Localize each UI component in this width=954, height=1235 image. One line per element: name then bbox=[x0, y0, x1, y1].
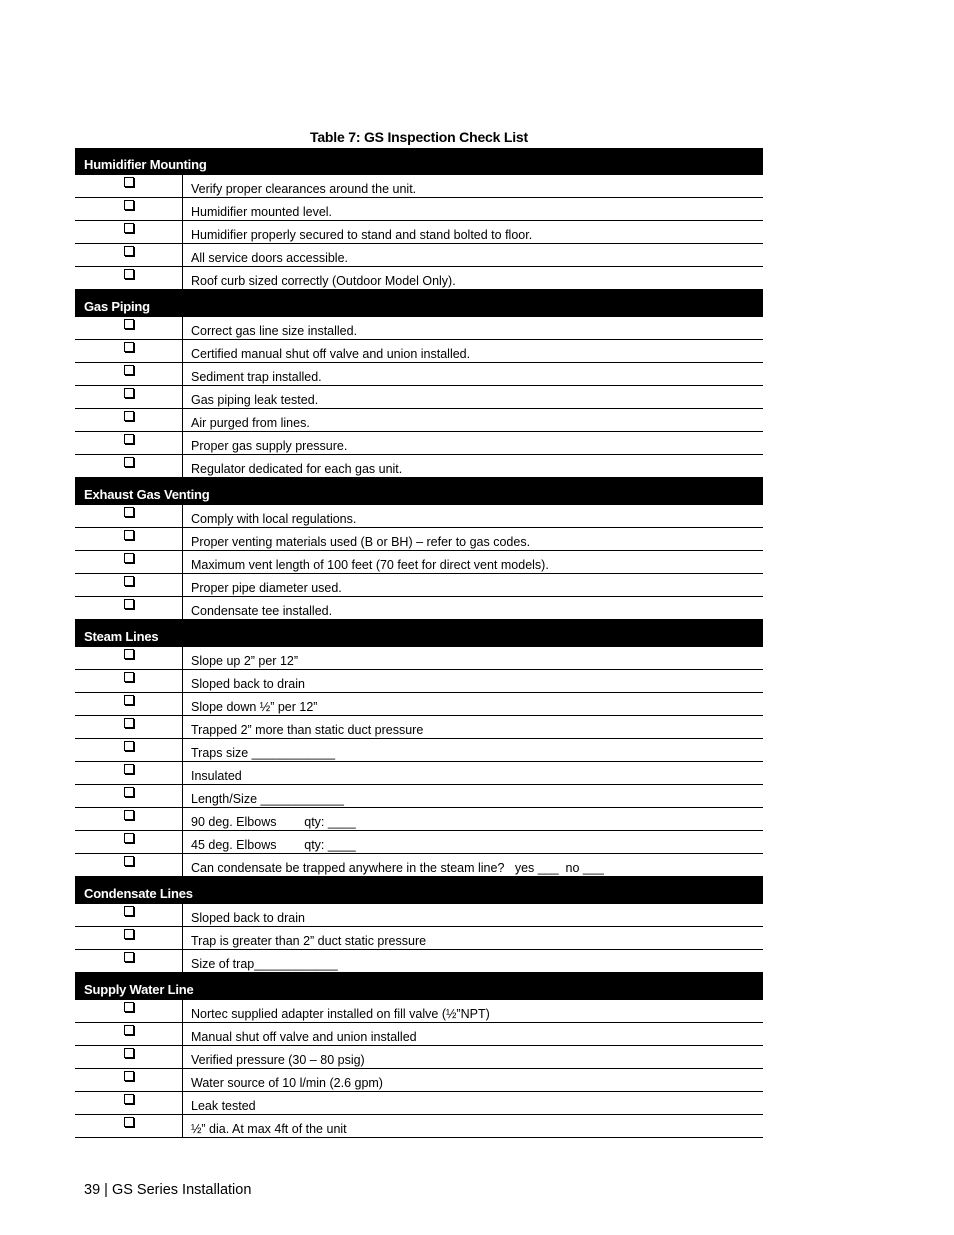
checklist-item-text: Insulated bbox=[191, 769, 242, 783]
checkbox[interactable] bbox=[124, 906, 134, 916]
checklist-item-text: Roof curb sized correctly (Outdoor Model Only). bbox=[191, 274, 456, 288]
checklist-row bbox=[75, 904, 763, 927]
checklist-item-text: Comply with local regulations. bbox=[191, 512, 357, 526]
checklist-item-text: Condensate tee installed. bbox=[191, 604, 333, 618]
section-header: Exhaust Gas Venting bbox=[75, 478, 763, 505]
checkbox[interactable] bbox=[124, 553, 134, 563]
checkbox-cell bbox=[75, 1092, 183, 1114]
checkbox-cell bbox=[75, 693, 183, 715]
checkbox[interactable] bbox=[124, 672, 134, 682]
checklist-item-text: Regulator dedicated for each gas unit. bbox=[191, 462, 403, 476]
checklist-row bbox=[75, 927, 763, 950]
checklist-row bbox=[75, 854, 763, 877]
checklist-row bbox=[75, 574, 763, 597]
checkbox-cell bbox=[75, 1000, 183, 1022]
checkbox[interactable] bbox=[124, 649, 134, 659]
checkbox-cell bbox=[75, 363, 183, 385]
checklist-row bbox=[75, 1023, 763, 1046]
checkbox-cell bbox=[75, 1023, 183, 1045]
checkbox-cell bbox=[75, 785, 183, 807]
checkbox[interactable] bbox=[124, 530, 134, 540]
checkbox[interactable] bbox=[124, 929, 134, 939]
checklist-row bbox=[75, 1046, 763, 1069]
section-header: Supply Water Line bbox=[75, 973, 763, 1000]
checklist-item-text: Slope down ½” per 12” bbox=[191, 700, 318, 714]
checkbox-cell bbox=[75, 950, 183, 972]
checkbox-cell bbox=[75, 739, 183, 761]
checkbox[interactable] bbox=[124, 810, 134, 820]
checklist-row bbox=[75, 647, 763, 670]
checklist-row bbox=[75, 739, 763, 762]
checklist-row bbox=[75, 693, 763, 716]
checkbox[interactable] bbox=[124, 695, 134, 705]
checkbox[interactable] bbox=[124, 342, 134, 352]
checklist-item-text: Sloped back to drain bbox=[191, 911, 305, 925]
checklist-row bbox=[75, 785, 763, 808]
checkbox-cell bbox=[75, 317, 183, 339]
checklist-row bbox=[75, 551, 763, 574]
section-header: Steam Lines bbox=[75, 620, 763, 647]
checkbox-cell bbox=[75, 455, 183, 477]
checkbox[interactable] bbox=[124, 177, 134, 187]
checklist-item-text: Certified manual shut off valve and union installed. bbox=[191, 347, 471, 361]
checklist-item-text: Manual shut off valve and union installed bbox=[191, 1030, 417, 1044]
checklist-item-text: Maximum vent length of 100 feet (70 feet for direct vent models). bbox=[191, 558, 549, 572]
checkbox-cell bbox=[75, 647, 183, 669]
checklist-item-text: Correct gas line size installed. bbox=[191, 324, 358, 338]
checkbox[interactable] bbox=[124, 223, 134, 233]
checkbox-cell bbox=[75, 267, 183, 289]
checkbox[interactable] bbox=[124, 599, 134, 609]
checklist-row bbox=[75, 950, 763, 973]
checkbox[interactable] bbox=[124, 1025, 134, 1035]
checklist-row bbox=[75, 409, 763, 432]
checkbox-cell bbox=[75, 505, 183, 527]
checkbox[interactable] bbox=[124, 952, 134, 962]
checkbox-cell bbox=[75, 597, 183, 619]
checklist-row bbox=[75, 221, 763, 244]
page-footer: 39 | GS Series Installation bbox=[84, 1182, 252, 1198]
checklist-row bbox=[75, 528, 763, 551]
checkbox-cell bbox=[75, 386, 183, 408]
checklist-item-text: 90 deg. Elbows qty: ____ bbox=[191, 815, 356, 829]
checklist-row bbox=[75, 1069, 763, 1092]
checkbox-cell bbox=[75, 716, 183, 738]
checklist-row bbox=[75, 432, 763, 455]
checkbox[interactable] bbox=[124, 741, 134, 751]
checkbox-cell bbox=[75, 762, 183, 784]
checkbox[interactable] bbox=[124, 457, 134, 467]
checkbox[interactable] bbox=[124, 1002, 134, 1012]
checkbox[interactable] bbox=[124, 1094, 134, 1104]
checklist-row bbox=[75, 244, 763, 267]
table-caption: Table 7: GS Inspection Check List bbox=[310, 129, 528, 145]
checkbox[interactable] bbox=[124, 1071, 134, 1081]
checkbox[interactable] bbox=[124, 1048, 134, 1058]
checkbox-cell bbox=[75, 528, 183, 550]
checkbox-cell bbox=[75, 1115, 183, 1137]
checkbox-cell bbox=[75, 340, 183, 362]
checklist-item-text: Proper venting materials used (B or BH) – refer to gas codes. bbox=[191, 535, 531, 549]
checkbox-cell bbox=[75, 175, 183, 197]
checklist-item-text: Air purged from lines. bbox=[191, 416, 310, 430]
section-header: Condensate Lines bbox=[75, 877, 763, 904]
checklist-item-text: Length/Size ____________ bbox=[191, 792, 344, 806]
checkbox-cell bbox=[75, 198, 183, 220]
checkbox[interactable] bbox=[124, 246, 134, 256]
checklist-row bbox=[75, 505, 763, 528]
checklist-row bbox=[75, 317, 763, 340]
checklist-item-text: Humidifier mounted level. bbox=[191, 205, 333, 219]
checkbox-cell bbox=[75, 221, 183, 243]
checkbox-cell bbox=[75, 904, 183, 926]
checklist-item-text: All service doors accessible. bbox=[191, 251, 349, 265]
checkbox-cell bbox=[75, 831, 183, 853]
checkbox[interactable] bbox=[124, 787, 134, 797]
checkbox[interactable] bbox=[124, 434, 134, 444]
checklist-item-text: Sloped back to drain bbox=[191, 677, 305, 691]
checklist-item-text: Trapped 2” more than static duct pressure bbox=[191, 723, 424, 737]
checklist-row bbox=[75, 716, 763, 739]
checklist-item-text: Size of trap____________ bbox=[191, 957, 338, 971]
checklist-item-text: Proper gas supply pressure. bbox=[191, 439, 348, 453]
checkbox-cell bbox=[75, 1046, 183, 1068]
checklist-row bbox=[75, 175, 763, 198]
checklist-item-text: Verified pressure (30 – 80 psig) bbox=[191, 1053, 365, 1067]
checklist-item-text: ½” dia. At max 4ft of the unit bbox=[191, 1122, 347, 1136]
checklist-item-text: Water source of 10 l/min (2.6 gpm) bbox=[191, 1076, 383, 1090]
checklist-row bbox=[75, 1115, 763, 1138]
checkbox[interactable] bbox=[124, 507, 134, 517]
checklist-row bbox=[75, 340, 763, 363]
checkbox-cell bbox=[75, 808, 183, 830]
checklist-row bbox=[75, 198, 763, 221]
checkbox[interactable] bbox=[124, 1117, 134, 1127]
checkbox-cell bbox=[75, 551, 183, 573]
checklist-item-text: Verify proper clearances around the unit. bbox=[191, 182, 417, 196]
inspection-checklist bbox=[75, 148, 763, 1138]
checklist-row bbox=[75, 670, 763, 693]
checkbox[interactable] bbox=[124, 200, 134, 210]
checklist-row bbox=[75, 762, 763, 785]
checklist-row bbox=[75, 831, 763, 854]
checkbox-cell bbox=[75, 244, 183, 266]
checkbox-cell bbox=[75, 670, 183, 692]
checklist-row bbox=[75, 1092, 763, 1115]
checklist-item-text: Can condensate be trapped anywhere in the steam line? yes ___ no ___ bbox=[191, 861, 604, 875]
checkbox-cell bbox=[75, 409, 183, 431]
checkbox-cell bbox=[75, 854, 183, 876]
checkbox-cell bbox=[75, 927, 183, 949]
checklist-item-text: Gas piping leak tested. bbox=[191, 393, 319, 407]
checklist-item-text: Sediment trap installed. bbox=[191, 370, 322, 384]
checklist-row bbox=[75, 455, 763, 478]
checklist-item-text: Leak tested bbox=[191, 1099, 256, 1113]
checklist-row bbox=[75, 808, 763, 831]
checkbox[interactable] bbox=[124, 718, 134, 728]
checklist-row bbox=[75, 1000, 763, 1023]
section-header: Gas Piping bbox=[75, 290, 763, 317]
checklist-item-text: Humidifier properly secured to stand and stand bolted to floor. bbox=[191, 228, 533, 242]
checklist-item-text: Trap is greater than 2” duct static pressure bbox=[191, 934, 427, 948]
checkbox[interactable] bbox=[124, 411, 134, 421]
checkbox[interactable] bbox=[124, 764, 134, 774]
checkbox[interactable] bbox=[124, 576, 134, 586]
checklist-row bbox=[75, 386, 763, 409]
checklist-item-text: Slope up 2” per 12” bbox=[191, 654, 299, 668]
checklist-item-text: 45 deg. Elbows qty: ____ bbox=[191, 838, 356, 852]
checkbox[interactable] bbox=[124, 388, 134, 398]
checklist-item-text: Proper pipe diameter used. bbox=[191, 581, 342, 595]
checkbox-cell bbox=[75, 1069, 183, 1091]
checklist-row bbox=[75, 267, 763, 290]
checkbox-cell bbox=[75, 432, 183, 454]
checkbox[interactable] bbox=[124, 833, 134, 843]
checklist-row bbox=[75, 363, 763, 386]
checkbox-cell bbox=[75, 574, 183, 596]
checkbox[interactable] bbox=[124, 319, 134, 329]
checklist-item-text: Traps size ____________ bbox=[191, 746, 336, 760]
checkbox[interactable] bbox=[124, 269, 134, 279]
section-header: Humidifier Mounting bbox=[75, 148, 763, 175]
checkbox[interactable] bbox=[124, 856, 134, 866]
checkbox[interactable] bbox=[124, 365, 134, 375]
checklist-item-text: Nortec supplied adapter installed on fill valve (½”NPT) bbox=[191, 1007, 490, 1021]
checklist-row bbox=[75, 597, 763, 620]
